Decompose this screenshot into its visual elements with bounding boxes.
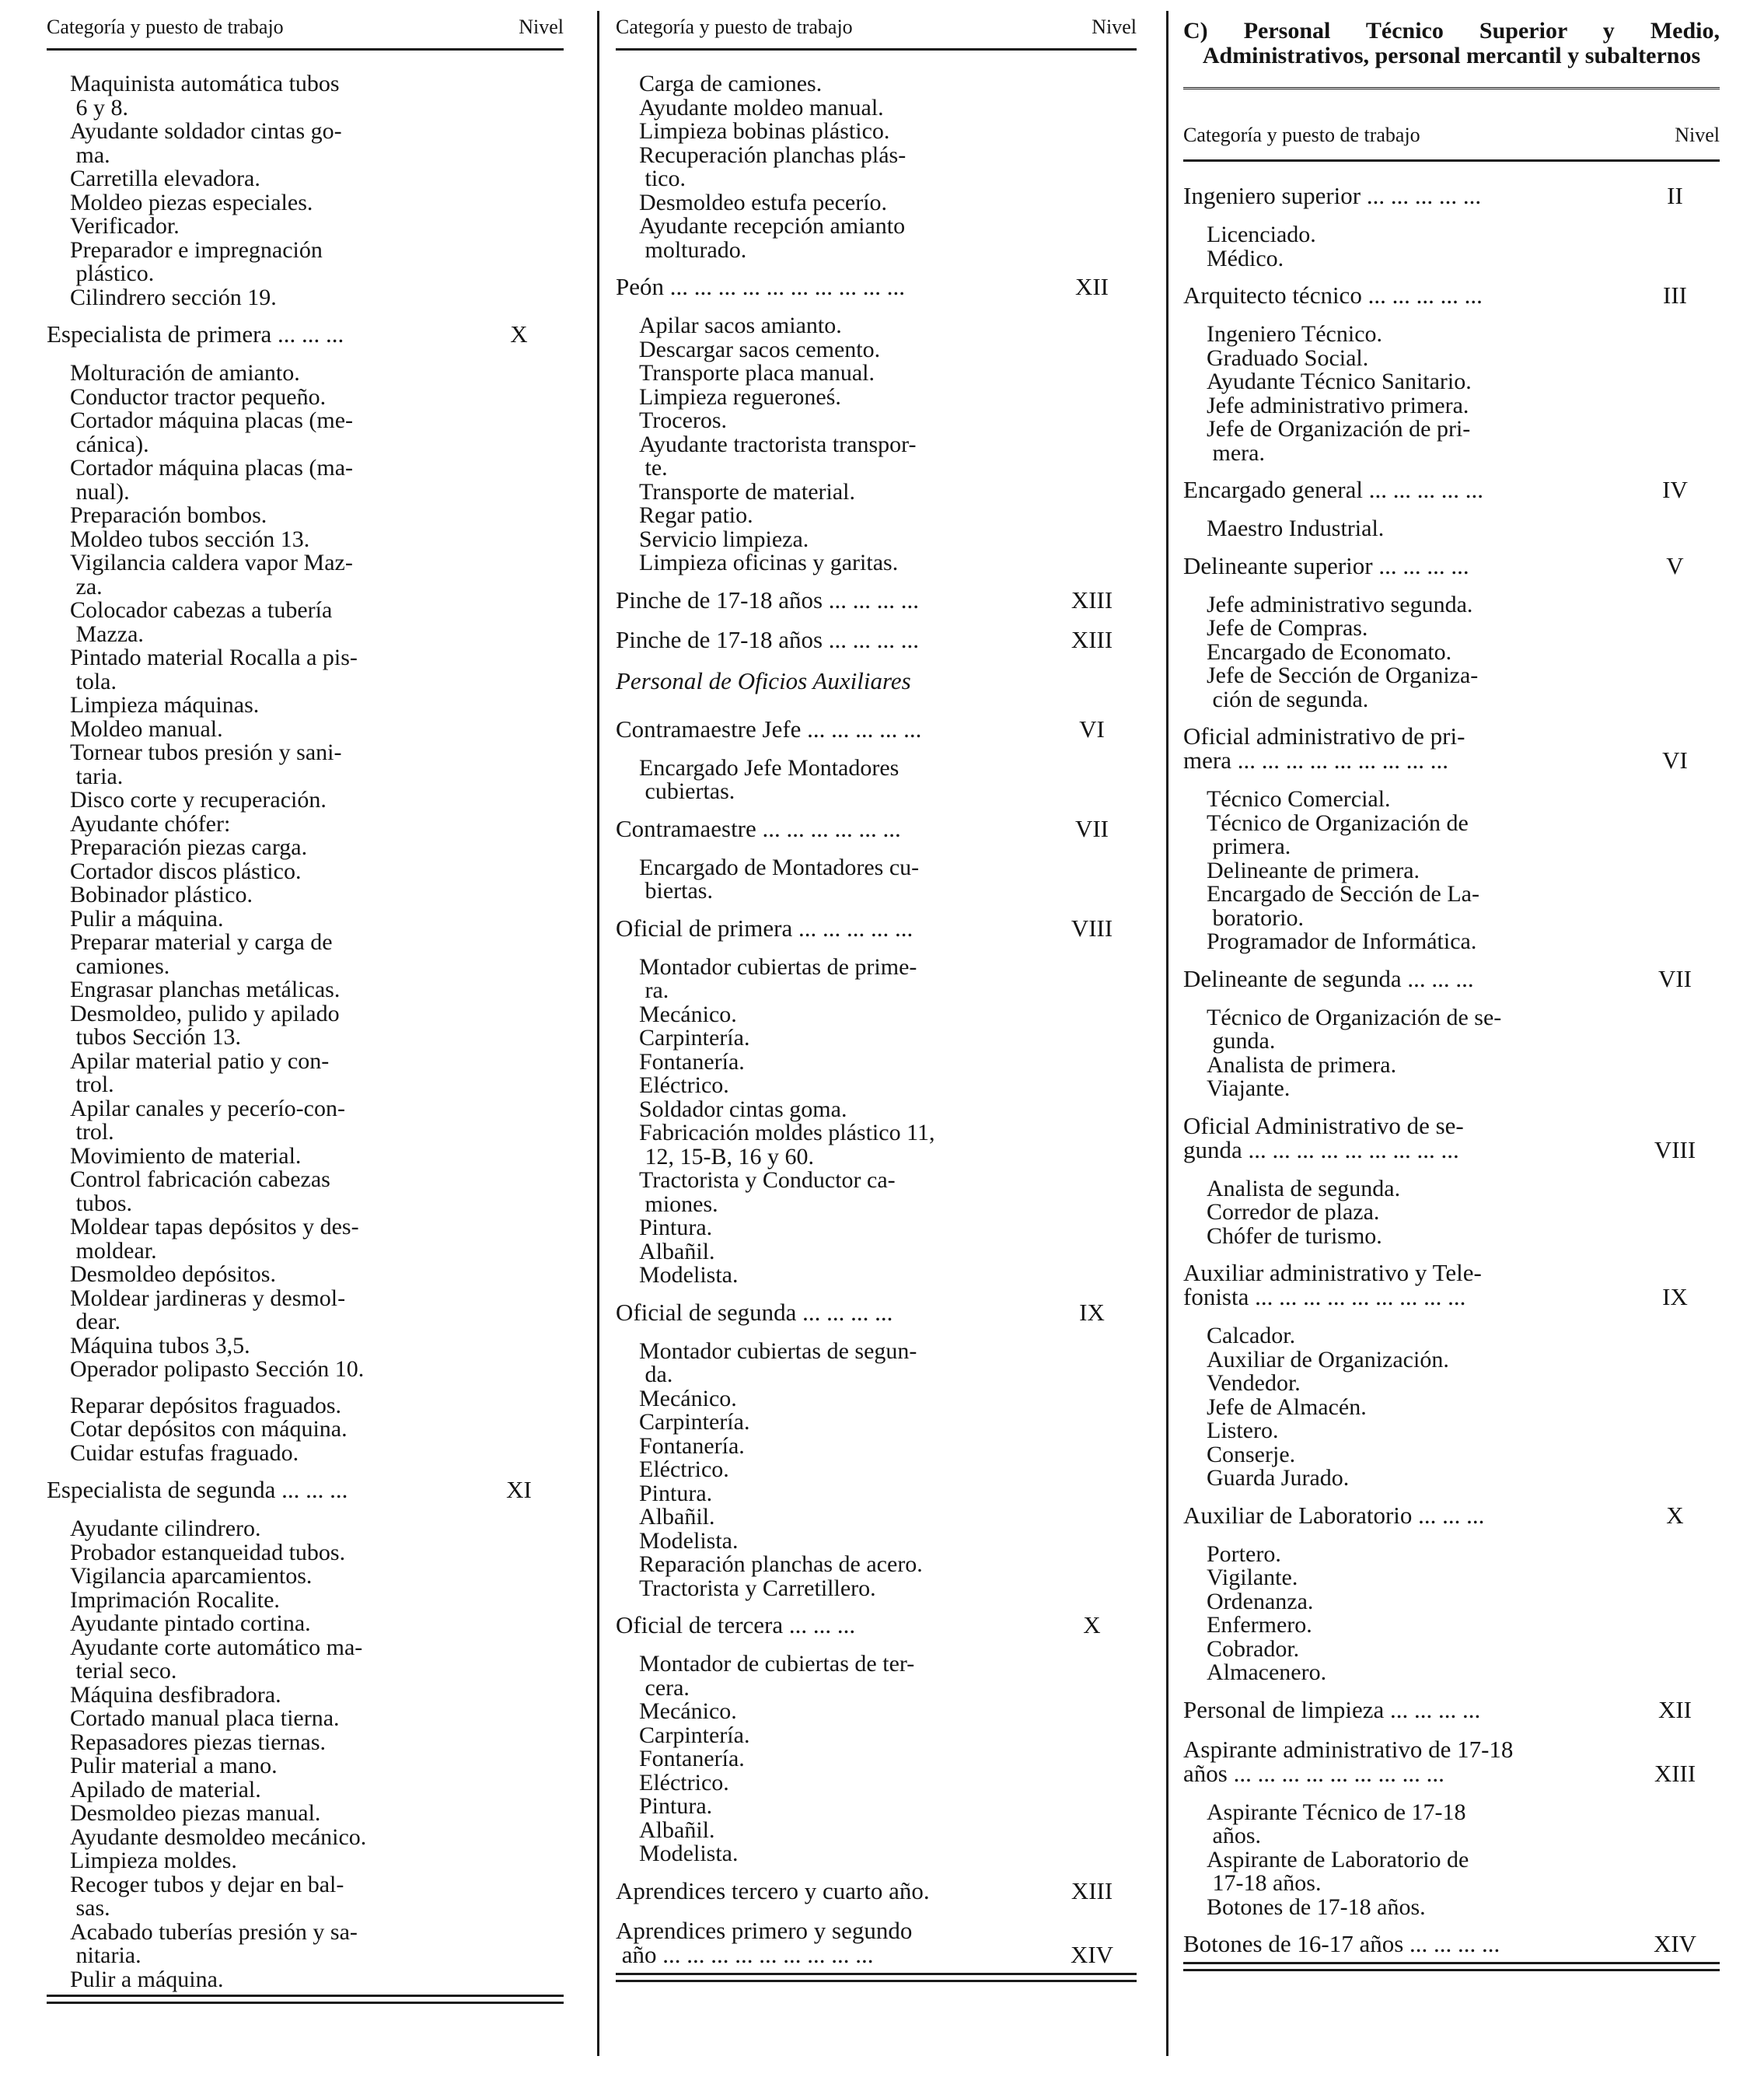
job-item: Vigilancia caldera vapor Maz- za. bbox=[70, 550, 353, 600]
category-row bbox=[616, 816, 1137, 841]
category-group bbox=[616, 816, 1137, 904]
category-row bbox=[616, 625, 1137, 653]
job-item: Ayudante cilindrero. bbox=[70, 1516, 261, 1541]
category-row bbox=[1183, 964, 1720, 992]
bottom-rule bbox=[47, 1995, 564, 2004]
job-item: Apilado de material. bbox=[70, 1776, 261, 1803]
job-item: Moldeo tubos sección 13. bbox=[70, 526, 310, 552]
job-item: Ayudante Técnico Sanitario. bbox=[1207, 369, 1472, 394]
job-item: Tractorista y Conductor ca- miones. bbox=[639, 1167, 896, 1217]
category-group bbox=[1183, 964, 1720, 1101]
level-value: VI bbox=[1662, 747, 1688, 774]
category-title: Pinche de 17-18 años ... ... ... ... bbox=[616, 625, 920, 653]
level-value: IX bbox=[1079, 1298, 1105, 1326]
category-title: Aspirante administrativo de 17-18 años ... ... ... ... ... ... ... ... ... bbox=[1183, 1735, 1514, 1787]
job-item: Pintura. bbox=[639, 1215, 713, 1240]
job-item: Montador cubiertas de prime- ra. bbox=[639, 953, 917, 1003]
job-item: Desmoldeo estufa pecerío. bbox=[639, 189, 888, 215]
category-group bbox=[616, 72, 1137, 262]
category-row bbox=[616, 1918, 1137, 1967]
job-item: Carpintería. bbox=[639, 1722, 750, 1748]
job-item: Operador polipasto Sección 10. bbox=[70, 1356, 365, 1382]
job-item: Desmoldeo depósitos. bbox=[70, 1261, 276, 1287]
job-item: Descargar sacos cemento. bbox=[639, 336, 881, 362]
category-title: Especialista de primera ... ... ... bbox=[47, 320, 344, 348]
header-nivel: Nivel bbox=[1092, 16, 1137, 38]
level-value: X bbox=[1083, 1611, 1101, 1638]
job-item: Fontanería. bbox=[639, 1432, 745, 1459]
job-item: Jefe de Almacén. bbox=[1207, 1393, 1367, 1420]
job-item: Conserje. bbox=[1207, 1441, 1296, 1467]
job-item: Encargado de Montadores cu- biertas. bbox=[639, 854, 920, 904]
level-value: II bbox=[1667, 182, 1683, 209]
level-value: X bbox=[1666, 1501, 1684, 1529]
job-item: Limpieza regueroneś. bbox=[639, 383, 841, 410]
category-title: Delineante de segunda ... ... ... bbox=[1183, 964, 1474, 992]
category-group bbox=[47, 1477, 564, 1991]
job-item: Aspirante de Laboratorio de 17-18 años. bbox=[1207, 1846, 1469, 1896]
job-item: Almacenero. bbox=[1207, 1659, 1327, 1685]
job-item: Máquina tubos 3,5. bbox=[70, 1332, 250, 1358]
job-item: Pintado material Rocalla a pis- tola. bbox=[70, 645, 358, 694]
job-item: Albañil. bbox=[639, 1817, 715, 1843]
job-item: Eléctrico. bbox=[639, 1769, 729, 1796]
category-row bbox=[1183, 184, 1720, 208]
job-item: Técnico de Organización de se- gunda. bbox=[1207, 1004, 1502, 1054]
job-item: Eléctrico. bbox=[639, 1456, 729, 1482]
job-item: Control fabricación cabezas tubos. bbox=[70, 1166, 330, 1216]
job-item: Reparar depósitos fraguados. bbox=[70, 1392, 342, 1418]
job-item: Limpieza máquinas. bbox=[70, 692, 260, 718]
category-row bbox=[1183, 1111, 1720, 1163]
job-item: Calcador. bbox=[1207, 1323, 1296, 1348]
header-nivel: Nivel bbox=[1675, 124, 1720, 146]
job-item: Carpintería. bbox=[639, 1409, 750, 1435]
category-row bbox=[1183, 1737, 1720, 1785]
column-3-body bbox=[1183, 184, 1720, 1956]
job-item: Maquinista automática tubos 6 y 8. bbox=[70, 71, 340, 121]
job-item: Reparación planchas de acero. bbox=[639, 1551, 923, 1577]
job-item: Licenciado. bbox=[1207, 222, 1316, 247]
category-title: Oficial de primera ... ... ... ... ... bbox=[616, 914, 913, 942]
column-2 bbox=[616, 0, 1137, 1982]
job-item: Verificador. bbox=[70, 213, 180, 239]
job-item: Limpieza bobinas plástico. bbox=[639, 118, 890, 144]
job-item: Mecánico. bbox=[639, 1001, 737, 1027]
level-value: XIII bbox=[1071, 1876, 1113, 1904]
job-item: Carpintería. bbox=[639, 1025, 750, 1051]
job-item: Jefe administrativo segunda. bbox=[1207, 591, 1473, 617]
job-item: Listero. bbox=[1207, 1418, 1279, 1443]
job-item: Fontanería. bbox=[639, 1746, 745, 1771]
job-item: Fontanería. bbox=[639, 1048, 745, 1075]
job-item: Albañil. bbox=[639, 1504, 715, 1530]
category-row bbox=[616, 717, 1137, 741]
job-item: Ayudante pintado cortina. bbox=[70, 1610, 311, 1636]
job-item: Montador cubiertas de segun- da. bbox=[639, 1337, 917, 1387]
level-value: XIII bbox=[1654, 1759, 1696, 1787]
job-item: Regar patio. bbox=[639, 502, 753, 528]
column-3 bbox=[1183, 0, 1720, 1971]
category-group bbox=[1183, 283, 1720, 465]
job-item: Moldear tapas depósitos y des- moldear. bbox=[70, 1214, 359, 1264]
category-title: Oficial Administrativo de se- gunda ... ... ... ... ... ... ... ... ... bbox=[1183, 1111, 1464, 1163]
job-item: Molturación de amianto. bbox=[70, 360, 300, 386]
job-item: Graduado Social. bbox=[1207, 344, 1369, 371]
job-item: Ayudante soldador cintas go- ma. bbox=[70, 118, 342, 168]
column-divider-1 bbox=[597, 11, 599, 2056]
header-nivel: Nivel bbox=[519, 16, 564, 38]
job-item: Auxiliar de Organización. bbox=[1207, 1346, 1449, 1372]
job-item: Eléctrico. bbox=[639, 1072, 729, 1098]
section-heading: Personal de Oficios Auxiliares bbox=[616, 666, 911, 694]
category-title: Arquitecto técnico ... ... ... ... ... bbox=[1183, 281, 1483, 309]
category-title: Aprendices tercero y cuarto año. bbox=[616, 1876, 930, 1904]
job-item: Preparación piezas carga. bbox=[70, 834, 308, 860]
job-item: Cortado manual placa tierna. bbox=[70, 1705, 340, 1731]
category-group bbox=[1183, 1932, 1720, 1956]
job-item: Técnico de Organización de primera. bbox=[1207, 809, 1469, 859]
category-group bbox=[616, 1918, 1137, 1967]
job-item: Desmoldeo piezas manual. bbox=[70, 1800, 321, 1826]
category-title: Pinche de 17-18 años ... ... ... ... bbox=[616, 586, 920, 614]
job-item: Cobrador. bbox=[1207, 1635, 1300, 1662]
job-item: Bobinador plástico. bbox=[70, 882, 253, 907]
category-row bbox=[616, 1300, 1137, 1324]
category-group bbox=[616, 274, 1137, 575]
job-item: Pulir a máquina. bbox=[70, 1966, 224, 1992]
category-group bbox=[1183, 1111, 1720, 1249]
job-item: Jefe de Compras. bbox=[1207, 615, 1368, 641]
job-item: Carretilla elevadora. bbox=[70, 166, 260, 191]
level-value: XIV bbox=[1653, 1930, 1697, 1957]
job-item: Guarda Jurado. bbox=[1207, 1465, 1350, 1491]
header-categoria: Categoría y puesto de trabajo bbox=[47, 16, 284, 38]
category-row bbox=[616, 1613, 1137, 1637]
category-group bbox=[616, 588, 1137, 612]
job-item: Aspirante Técnico de 17-18 años. bbox=[1207, 1799, 1466, 1848]
section-title: C) Personal Técnico Superior y Medio, Administrativos, personal mercantil y subalternos bbox=[1183, 18, 1720, 68]
job-item: Jefe de Sección de Organiza- ción de segunda. bbox=[1207, 663, 1479, 712]
job-item: Analista de segunda. bbox=[1207, 1175, 1401, 1201]
category-row bbox=[1183, 1932, 1720, 1956]
category-group bbox=[1183, 184, 1720, 271]
job-item: Moldeo piezas especiales. bbox=[70, 189, 313, 215]
bottom-rule bbox=[616, 1973, 1137, 1982]
level-value: IV bbox=[1662, 476, 1688, 503]
job-item: Modelista. bbox=[639, 1841, 739, 1866]
column-2-body bbox=[616, 72, 1137, 1967]
category-row bbox=[1183, 1695, 1720, 1723]
job-item: Mecánico. bbox=[639, 1698, 737, 1724]
job-item: Cortador discos plástico. bbox=[70, 858, 302, 884]
job-item: Probador estanqueidad tubos. bbox=[70, 1539, 346, 1565]
level-value: XIII bbox=[1071, 586, 1113, 614]
category-group bbox=[616, 625, 1137, 653]
job-item: Corredor de plaza. bbox=[1207, 1199, 1380, 1225]
job-item: Transporte de material. bbox=[639, 478, 855, 505]
job-item: Ayudante moldeo manual. bbox=[639, 94, 884, 121]
category-title: Contramaestre Jefe ... ... ... ... ... bbox=[616, 715, 922, 743]
category-row bbox=[1183, 551, 1720, 579]
category-title: Personal de limpieza ... ... ... ... bbox=[1183, 1695, 1481, 1723]
category-group bbox=[616, 1300, 1137, 1601]
job-item: Médico. bbox=[1207, 245, 1284, 271]
job-item: Moldeo manual. bbox=[70, 715, 223, 742]
category-group bbox=[1183, 477, 1720, 541]
job-item: Vendedor. bbox=[1207, 1370, 1301, 1396]
job-item: Ingeniero Técnico. bbox=[1207, 321, 1383, 347]
category-title: Auxiliar administrativo y Tele- fonista ... ... ... ... ... ... ... ... ... bbox=[1183, 1259, 1482, 1310]
category-group bbox=[1183, 1695, 1720, 1723]
column-divider-2 bbox=[1166, 11, 1168, 2056]
job-item: Modelista. bbox=[639, 1527, 739, 1554]
job-item: Jefe de Organización de pri- mera. bbox=[1207, 416, 1471, 466]
job-item: Troceros. bbox=[639, 407, 728, 433]
job-item: Cuidar estufas fraguado. bbox=[70, 1439, 299, 1466]
category-row bbox=[616, 588, 1137, 612]
job-item: Ayudante desmoldeo mecánico. bbox=[70, 1824, 367, 1850]
job-item: Portero. bbox=[1207, 1540, 1281, 1567]
category-row bbox=[1183, 1261, 1720, 1309]
job-item: Acabado tuberías presión y sa- nitaria. bbox=[70, 1918, 358, 1968]
job-item: Delineante de primera. bbox=[1207, 857, 1420, 883]
category-row bbox=[616, 1876, 1137, 1904]
category-group bbox=[1183, 1261, 1720, 1491]
job-item: Ayudante corte automático ma- terial seco. bbox=[70, 1634, 363, 1684]
column-1 bbox=[47, 0, 564, 2004]
category-title: Ingeniero superior ... ... ... ... ... bbox=[1183, 182, 1482, 209]
job-item: Movimiento de material. bbox=[70, 1142, 302, 1169]
job-item: Pulir material a mano. bbox=[70, 1753, 278, 1778]
column-1-body bbox=[47, 72, 564, 1991]
job-item: Ayudante tractorista transpor- te. bbox=[639, 431, 917, 481]
job-item: Viajante. bbox=[1207, 1075, 1291, 1101]
level-value: VIII bbox=[1071, 914, 1113, 942]
job-item: Preparación bombos. bbox=[70, 502, 267, 528]
job-item: Albañil. bbox=[639, 1238, 715, 1264]
job-item: Enfermero. bbox=[1207, 1612, 1312, 1638]
table-header bbox=[47, 0, 564, 51]
job-item: Recuperación planchas plás- tico. bbox=[639, 142, 906, 191]
category-group bbox=[1183, 1737, 1720, 1920]
table-header bbox=[616, 0, 1137, 51]
category-group bbox=[616, 916, 1137, 1288]
job-item: Limpieza moldes. bbox=[70, 1848, 237, 1873]
category-title: Oficial administrativo de pri- mera ... ... ... ... ... ... ... ... ... bbox=[1183, 722, 1465, 774]
job-item: Analista de primera. bbox=[1207, 1051, 1397, 1078]
category-group bbox=[616, 1876, 1137, 1904]
category-row bbox=[1183, 477, 1720, 502]
category-title: Oficial de segunda ... ... ... ... bbox=[616, 1298, 893, 1326]
job-item: Jefe administrativo primera. bbox=[1207, 392, 1469, 418]
category-group bbox=[47, 322, 564, 1465]
job-item: Apilar sacos amianto. bbox=[639, 313, 842, 338]
bottom-rule bbox=[1183, 1962, 1720, 1971]
job-item: Preparar material y carga de camiones. bbox=[70, 929, 333, 979]
level-value: XIV bbox=[1070, 1940, 1114, 1968]
job-item: Pintura. bbox=[639, 1480, 713, 1506]
job-item: Repasadores piezas tiernas. bbox=[70, 1729, 327, 1755]
job-item: Técnico Comercial. bbox=[1207, 786, 1391, 812]
category-group bbox=[616, 717, 1137, 804]
job-item: Vigilancia aparcamientos. bbox=[70, 1563, 313, 1589]
category-row bbox=[1183, 1503, 1720, 1527]
job-item: Mecánico. bbox=[639, 1385, 737, 1411]
category-title: Encargado general ... ... ... ... ... bbox=[1183, 476, 1483, 503]
category-row bbox=[1183, 724, 1720, 772]
job-item: Carga de camiones. bbox=[639, 71, 823, 96]
category-title: Especialista de segunda ... ... ... bbox=[47, 1476, 348, 1503]
job-item: Encargado de Sección de La- boratorio. bbox=[1207, 881, 1479, 931]
job-item: Encargado de Economato. bbox=[1207, 638, 1452, 665]
job-item: Encargado Jefe Montadores cubiertas. bbox=[639, 754, 899, 804]
job-item: Modelista. bbox=[639, 1262, 739, 1288]
job-item: Fabricación moldes plástico 11, 12, 15-B, 16 y 60. bbox=[639, 1120, 935, 1170]
level-value: VI bbox=[1079, 715, 1105, 743]
job-item: Desmoldeo, pulido y apilado tubos Sección 13. bbox=[70, 1000, 340, 1050]
header-categoria: Categoría y puesto de trabajo bbox=[616, 16, 853, 38]
job-item: Ordenanza. bbox=[1207, 1588, 1314, 1614]
job-item: Moldear jardineras y desmol- dear. bbox=[70, 1285, 346, 1334]
category-row bbox=[47, 322, 564, 346]
category-group bbox=[1183, 1503, 1720, 1685]
level-value: VII bbox=[1074, 814, 1109, 842]
level-value: X bbox=[510, 320, 528, 348]
job-item: Tractorista y Carretillero. bbox=[639, 1575, 876, 1601]
job-item: Imprimación Rocalite. bbox=[70, 1586, 280, 1613]
job-item: Cotar depósitos con máquina. bbox=[70, 1416, 348, 1442]
job-item: Recoger tubos y dejar en bal- sas. bbox=[70, 1871, 344, 1921]
level-value: XI bbox=[506, 1476, 532, 1503]
job-item: Programador de Informática. bbox=[1207, 928, 1477, 954]
job-item: Cortador máquina placas (ma- nual). bbox=[70, 455, 354, 505]
job-item: Pintura. bbox=[639, 1793, 713, 1819]
job-item: Vigilante. bbox=[1207, 1565, 1298, 1590]
table-header bbox=[1183, 87, 1720, 162]
category-row bbox=[47, 1477, 564, 1502]
job-item: Transporte placa manual. bbox=[639, 360, 875, 386]
level-value: VIII bbox=[1654, 1135, 1696, 1163]
level-value: XIII bbox=[1071, 625, 1113, 653]
category-title: Oficial de tercera ... ... ... bbox=[616, 1611, 856, 1638]
job-item: Ayudante recepción amianto molturado. bbox=[639, 213, 906, 263]
job-item: Colocador cabezas a tubería Mazza. bbox=[70, 597, 333, 647]
level-value: XII bbox=[1074, 273, 1109, 300]
job-item: Maestro Industrial. bbox=[1207, 516, 1385, 541]
job-item: Soldador cintas goma. bbox=[639, 1096, 847, 1122]
level-value: IX bbox=[1662, 1283, 1688, 1310]
category-group bbox=[1183, 724, 1720, 954]
job-item: Tornear tubos presión y sani- taria. bbox=[70, 740, 342, 789]
job-item: Cilindrero sección 19. bbox=[70, 284, 277, 310]
job-item: Apilar canales y pecerío-con- trol. bbox=[70, 1095, 345, 1145]
job-item: Conductor tractor pequeño. bbox=[70, 383, 327, 410]
category-title: Aprendices primero y segundo año ... ... ... ... ... ... ... ... ... bbox=[616, 1916, 913, 1968]
category-group bbox=[1183, 551, 1720, 712]
category-title: Peón ... ... ... ... ... ... ... ... ... ... bbox=[616, 273, 905, 300]
job-item: Montador de cubiertas de ter- cera. bbox=[639, 1651, 915, 1701]
header-categoria: Categoría y puesto de trabajo bbox=[1183, 124, 1420, 146]
category-title: Auxiliar de Laboratorio ... ... ... bbox=[1183, 1501, 1485, 1529]
job-item: Engrasar planchas metálicas. bbox=[70, 977, 341, 1002]
category-title: Contramaestre ... ... ... ... ... ... bbox=[616, 814, 901, 842]
job-item: Chófer de turismo. bbox=[1207, 1222, 1382, 1249]
level-value: XII bbox=[1657, 1695, 1692, 1723]
job-item: Apilar material patio y con- trol. bbox=[70, 1047, 330, 1097]
job-item: Limpieza oficinas y garitas. bbox=[639, 550, 899, 575]
category-row bbox=[1183, 283, 1720, 307]
job-item: Máquina desfibradora. bbox=[70, 1681, 281, 1708]
category-row bbox=[616, 916, 1137, 940]
job-item: Ayudante chófer: bbox=[70, 810, 231, 837]
level-value: III bbox=[1663, 281, 1687, 309]
job-item: Disco corte y recuperación. bbox=[70, 787, 327, 813]
job-item: Cortador máquina placas (me- cánica). bbox=[70, 407, 354, 457]
job-item: Servicio limpieza. bbox=[639, 526, 809, 552]
category-title: Delineante superior ... ... ... ... bbox=[1183, 551, 1469, 579]
job-item: Pulir a máquina. bbox=[70, 905, 224, 932]
job-item: Preparador e impregnación plástico. bbox=[70, 236, 323, 286]
level-value: V bbox=[1666, 551, 1684, 579]
category-row bbox=[616, 274, 1137, 299]
category-title: Botones de 16-17 años ... ... ... ... bbox=[1183, 1930, 1500, 1957]
category-group bbox=[616, 1613, 1137, 1866]
job-item: Botones de 17-18 años. bbox=[1207, 1893, 1426, 1920]
category-group bbox=[47, 72, 564, 309]
level-value: VII bbox=[1657, 964, 1692, 992]
